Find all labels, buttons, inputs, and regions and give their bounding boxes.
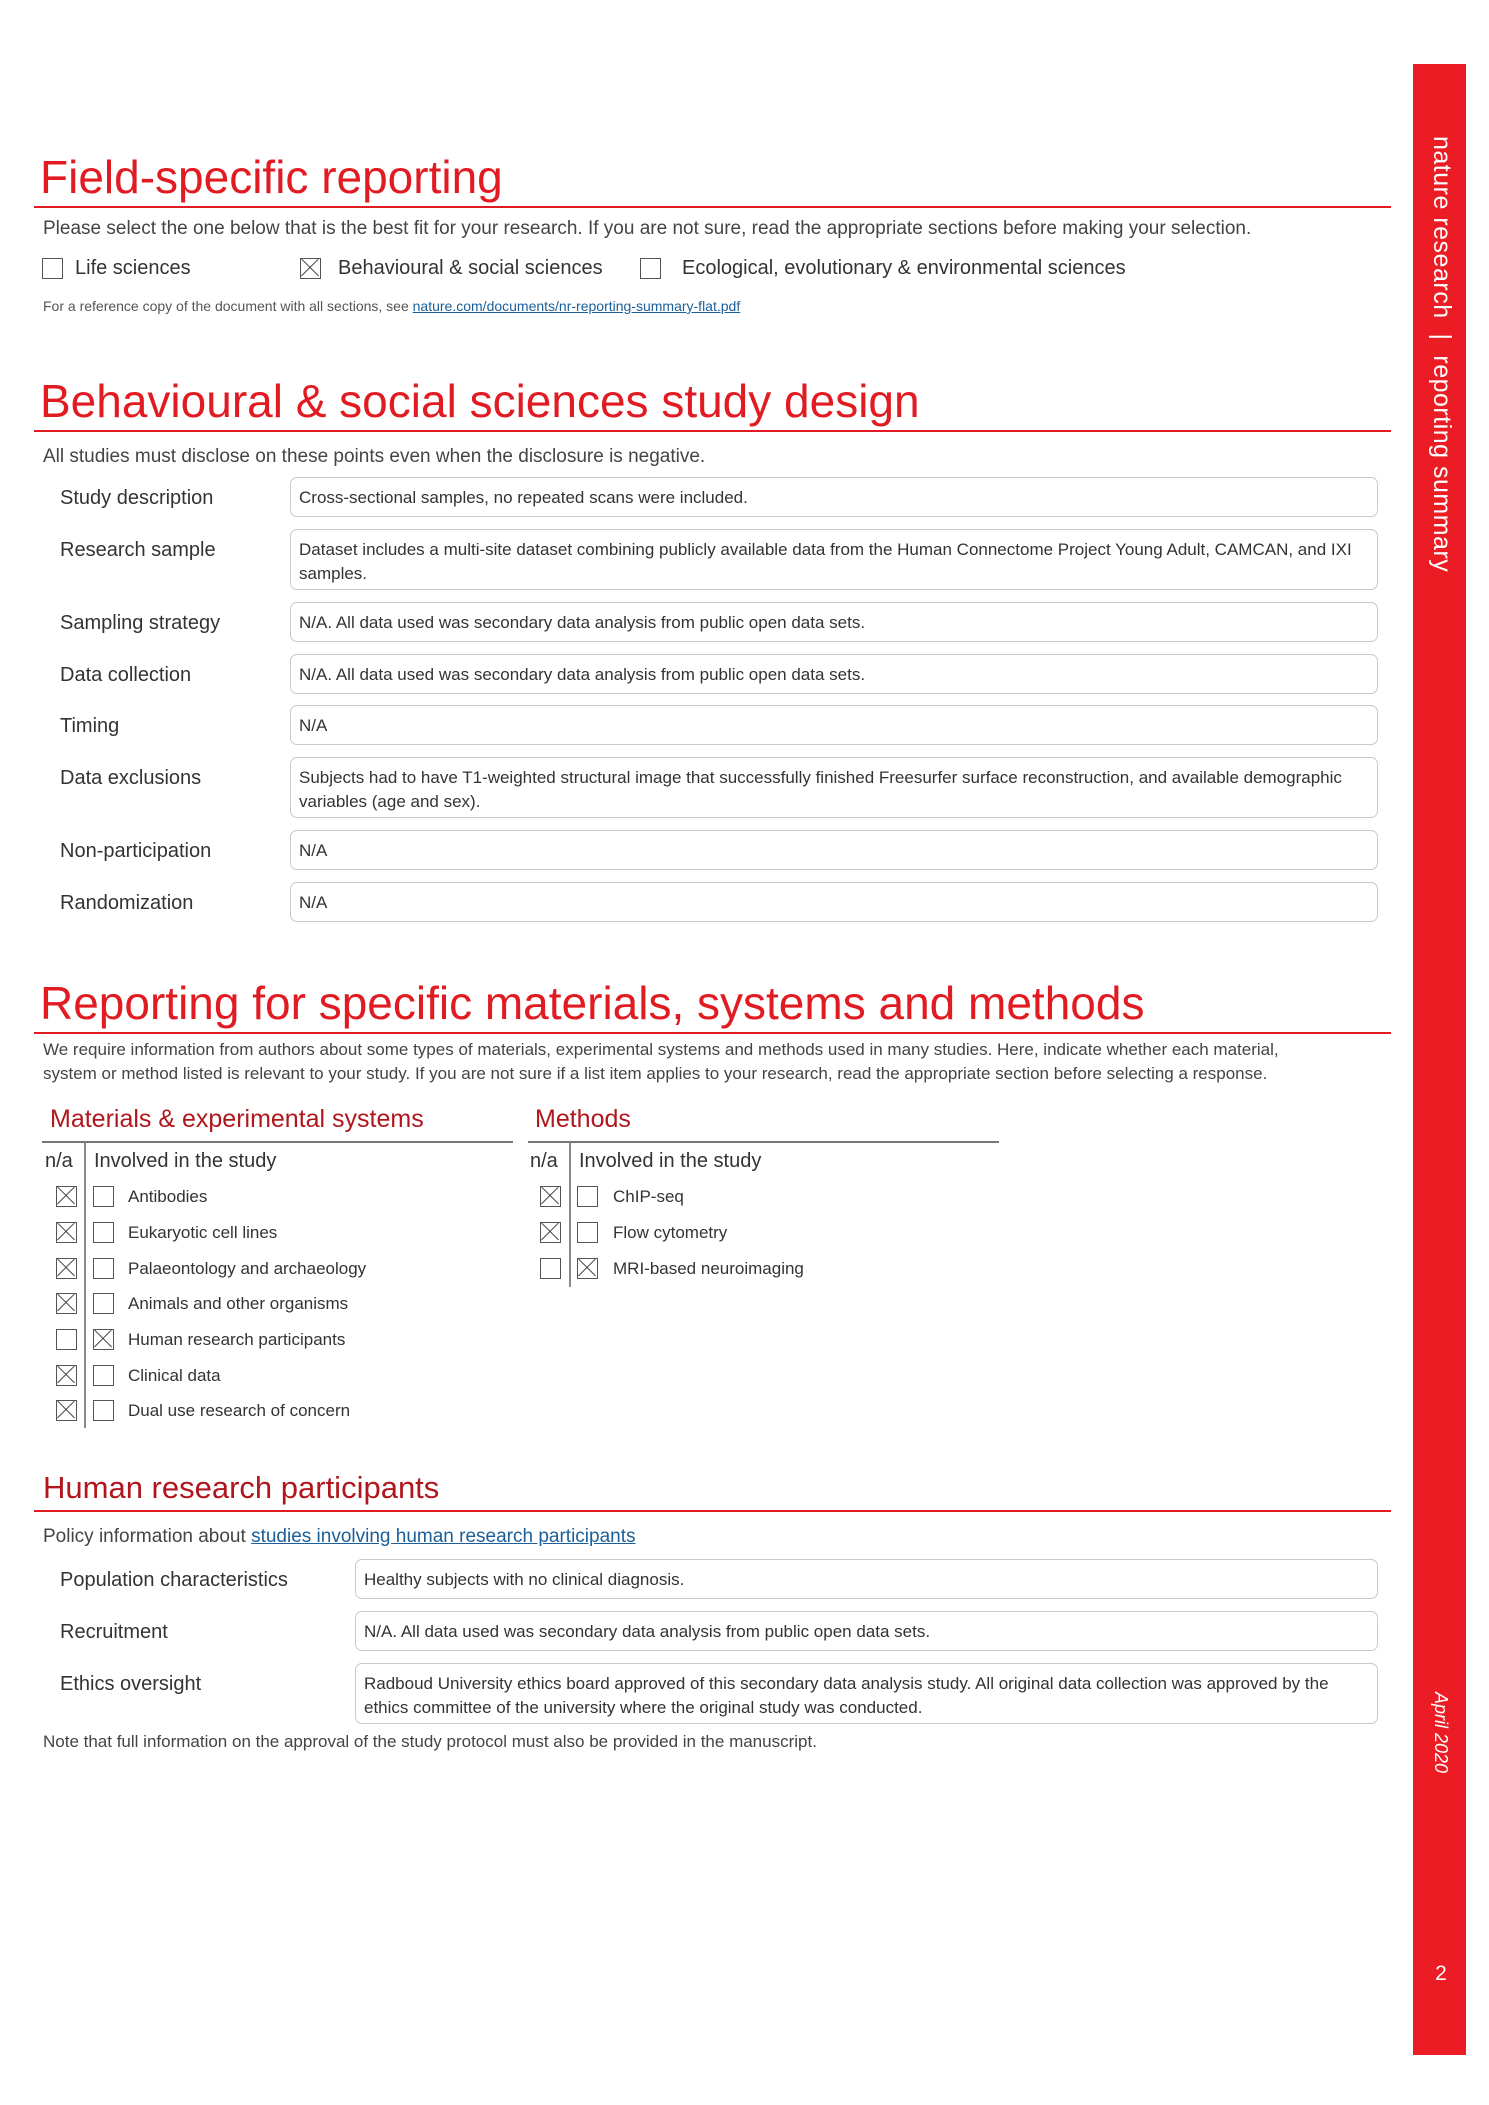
table-header-rule [528, 1141, 999, 1143]
section-rule [34, 430, 1391, 432]
item-label-mri: MRI-based neuroimaging [613, 1259, 804, 1278]
item-label-clinical: Clinical data [128, 1366, 221, 1385]
section-rule [34, 206, 1391, 208]
item-label-animals: Animals and other organisms [128, 1294, 349, 1313]
reference-link[interactable]: nature.com/documents/nr-reporting-summary-flat.pdf [412, 298, 741, 314]
option-checkbox-ecological[interactable] [640, 258, 661, 279]
item-label-human: Human research participants [128, 1330, 346, 1349]
page-number: 2 [1435, 1962, 1447, 1985]
sidebar-brand: nature research | reporting summary [1428, 136, 1456, 573]
col-involved-header: Involved in the study [579, 1150, 762, 1172]
sidebar-date: April 2020 [1431, 1692, 1451, 1774]
involved-checkbox-palaeontology[interactable] [93, 1258, 114, 1279]
table-divider [569, 1142, 571, 1287]
na-checkbox-flow-cytometry[interactable] [540, 1222, 561, 1243]
item-label-flow-cytometry: Flow cytometry [613, 1223, 728, 1242]
involved-checkbox-chip-seq[interactable] [577, 1186, 598, 1207]
field-timing[interactable]: N/A [290, 705, 1378, 745]
section-rule [34, 1032, 1391, 1034]
field-data-exclusions[interactable]: Subjects had to have T1-weighted structural image that successfully finished Freesurfer surface reconstruction, and available demographic variables (age and sex). [290, 757, 1378, 818]
human-title: Human research participants [43, 1470, 440, 1505]
na-checkbox-eukaryotic[interactable] [56, 1222, 77, 1243]
section-rule [34, 1510, 1391, 1512]
row-label-sampling-strategy: Sampling strategy [60, 612, 221, 634]
na-checkbox-human[interactable] [56, 1329, 77, 1350]
row-label-data-collection: Data collection [60, 664, 192, 686]
field-data-collection[interactable]: N/A. All data used was secondary data analysis from public open data sets. [290, 654, 1378, 694]
table-divider [84, 1142, 86, 1428]
row-label-ethics: Ethics oversight [60, 1673, 202, 1695]
na-checkbox-palaeontology[interactable] [56, 1258, 77, 1279]
field-sampling-strategy[interactable]: N/A. All data used was secondary data analysis from public open data sets. [290, 602, 1378, 642]
field-ethics[interactable]: Radboud University ethics board approved of this secondary data analysis study. All original data collection was approved by the ethics committee of the university where the original study was conducted. [355, 1663, 1378, 1724]
involved-checkbox-eukaryotic[interactable] [93, 1222, 114, 1243]
row-label-data-exclusions: Data exclusions [60, 767, 202, 789]
field-non-participation[interactable]: N/A [290, 830, 1378, 870]
reference-note: For a reference copy of the document with all sections, see nature.com/documents/nr-reporting-summary-flat.pdf [43, 298, 741, 314]
policy-info: Policy information about studies involving human research participants [43, 1526, 636, 1547]
field-randomization[interactable]: N/A [290, 882, 1378, 922]
na-checkbox-mri[interactable] [540, 1258, 561, 1279]
materials-title: Reporting for specific materials, systems and methods [40, 977, 1145, 1029]
involved-checkbox-flow-cytometry[interactable] [577, 1222, 598, 1243]
materials-intro-line2: system or method listed is relevant to your study. If you are not sure if a list item applies to your research, read the appropriate section before selecting a response. [43, 1064, 1268, 1083]
item-label-eukaryotic: Eukaryotic cell lines [128, 1223, 278, 1242]
option-label-life-sciences: Life sciences [75, 257, 191, 279]
col-na-header: n/a [530, 1150, 558, 1172]
involved-checkbox-dual-use[interactable] [93, 1400, 114, 1421]
study-design-subtitle: All studies must disclose on these points even when the disclosure is negative. [43, 446, 706, 467]
option-label-ecological: Ecological, evolutionary & environmental sciences [682, 257, 1126, 279]
field-research-sample[interactable]: Dataset includes a multi-site dataset combining publicly available data from the Human Connectome Project Young Adult, CAMCAN, and IXI samples. [290, 529, 1378, 590]
materials-intro-line1: We require information from authors about some types of materials, experimental systems and methods used in many studies. Here, indicate whether each material, [43, 1040, 1279, 1059]
na-checkbox-chip-seq[interactable] [540, 1186, 561, 1207]
field-specific-title: Field-specific reporting [40, 151, 503, 203]
field-study-description[interactable]: Cross-sectional samples, no repeated scans were included. [290, 477, 1378, 517]
study-design-title: Behavioural & social sciences study design [40, 375, 920, 427]
table-header-rule [42, 1141, 513, 1143]
involved-checkbox-animals[interactable] [93, 1293, 114, 1314]
involved-checkbox-clinical[interactable] [93, 1365, 114, 1386]
row-label-recruitment: Recruitment [60, 1621, 168, 1643]
involved-checkbox-mri[interactable] [577, 1258, 598, 1279]
item-label-chip-seq: ChIP-seq [613, 1187, 684, 1206]
field-recruitment[interactable]: N/A. All data used was secondary data analysis from public open data sets. [355, 1611, 1378, 1651]
na-checkbox-dual-use[interactable] [56, 1400, 77, 1421]
item-label-palaeontology: Palaeontology and archaeology [128, 1259, 367, 1278]
row-label-population: Population characteristics [60, 1569, 288, 1591]
col-involved-header: Involved in the study [94, 1150, 277, 1172]
option-checkbox-life-sciences[interactable] [42, 258, 63, 279]
field-population[interactable]: Healthy subjects with no clinical diagnosis. [355, 1559, 1378, 1599]
na-checkbox-clinical[interactable] [56, 1365, 77, 1386]
field-instruction: Please select the one below that is the best fit for your research. If you are not sure, read the appropriate sections before making your selection. [43, 218, 1252, 239]
option-label-behavioural: Behavioural & social sciences [338, 257, 603, 279]
involved-checkbox-human[interactable] [93, 1329, 114, 1350]
approval-note: Note that full information on the approval of the study protocol must also be provided in the manuscript. [43, 1732, 817, 1751]
na-checkbox-animals[interactable] [56, 1293, 77, 1314]
row-label-randomization: Randomization [60, 892, 194, 914]
materials-table-title: Materials & experimental systems [50, 1105, 424, 1133]
methods-table-title: Methods [535, 1105, 631, 1133]
row-label-research-sample: Research sample [60, 539, 216, 561]
na-checkbox-antibodies[interactable] [56, 1186, 77, 1207]
option-checkbox-behavioural[interactable] [300, 258, 321, 279]
item-label-antibodies: Antibodies [128, 1187, 208, 1206]
row-label-non-participation: Non-participation [60, 840, 212, 862]
policy-link[interactable]: studies involving human research participants [251, 1526, 636, 1547]
col-na-header: n/a [45, 1150, 73, 1172]
item-label-dual-use: Dual use research of concern [128, 1401, 351, 1420]
row-label-timing: Timing [60, 715, 120, 737]
involved-checkbox-antibodies[interactable] [93, 1186, 114, 1207]
row-label-study-description: Study description [60, 487, 214, 509]
